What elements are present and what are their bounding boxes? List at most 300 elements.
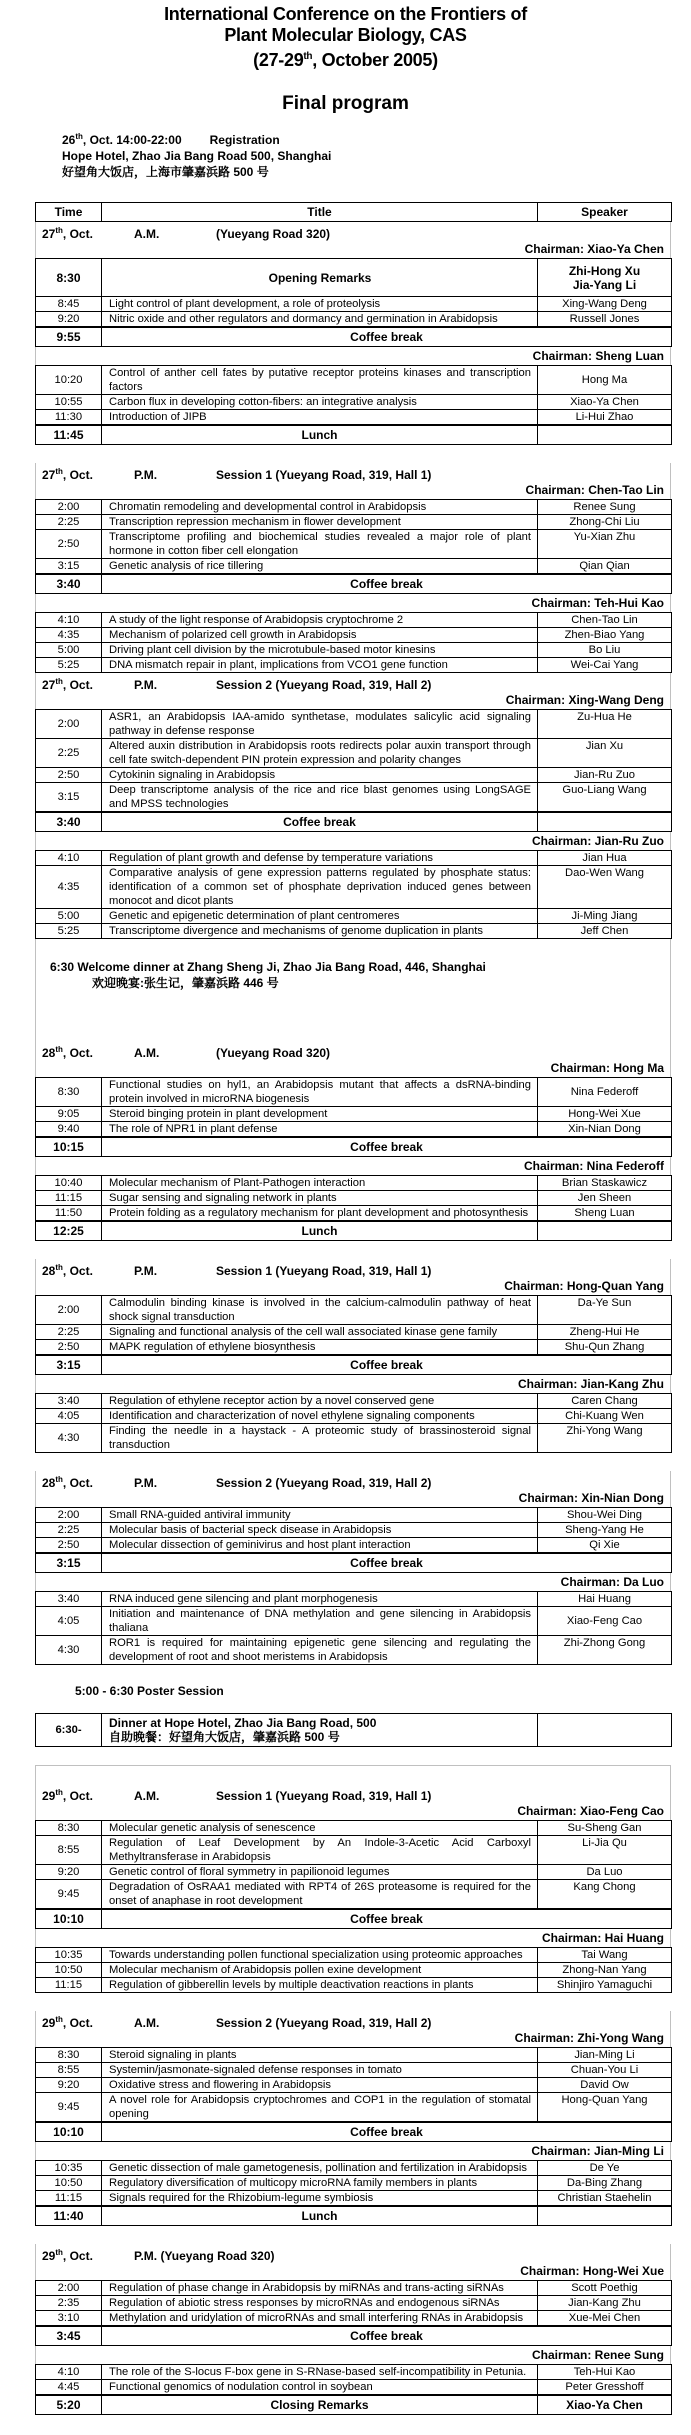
schedule-table bbox=[35, 2280, 672, 2326]
session-date: 29th, Oct. bbox=[42, 2015, 93, 2030]
talk-time: 2:25 bbox=[36, 1523, 102, 1538]
talk-time: 2:25 bbox=[36, 1325, 102, 1340]
talk-row bbox=[36, 1340, 672, 1355]
talk-speaker: Chi-Kuang Wen bbox=[538, 1409, 672, 1424]
talk-speaker: Zhong-Nan Yang bbox=[538, 1963, 672, 1978]
chairman-row bbox=[35, 1929, 671, 1947]
talk-title: Protein folding as a regulatory mechanism for plant development and photosynthesis bbox=[102, 1206, 538, 1221]
session-venue: (Yueyang Road 320) bbox=[216, 1046, 331, 1060]
dinner-description: Dinner at Hope Hotel, Zhao Jia Bang Road, 500 自助晚餐：好望角大饭店，肇嘉浜路 500 号 bbox=[102, 1714, 538, 1747]
talk-title: Systemin/jasmonate-signaled defense responses in tomato bbox=[102, 2063, 538, 2078]
talk-speaker: Kang Chong bbox=[538, 1880, 672, 1909]
talk-speaker: Russell Jones bbox=[538, 312, 672, 327]
break-speaker bbox=[538, 2207, 672, 2226]
talk-row bbox=[36, 1821, 672, 1836]
talk-time: 4:10 bbox=[36, 613, 102, 628]
session-date: 29th, Oct. bbox=[42, 2248, 93, 2263]
talk-speaker: Xiao-Feng Cao bbox=[538, 1607, 672, 1636]
schedule-table bbox=[35, 425, 672, 445]
schedule-table bbox=[35, 1507, 672, 1553]
talk-speaker: Hai Huang bbox=[538, 1592, 672, 1607]
talk-row bbox=[36, 2176, 672, 2191]
talk-title: ASR1, an Arabidopsis IAA-amido synthetase, modulates salicylic acid signaling pathway in defense response bbox=[102, 710, 538, 739]
talk-row bbox=[36, 628, 672, 643]
talk-title: Transcriptome profiling and biochemical studies revealed a major role of plant hormone in cotton fiber cell elongation bbox=[102, 530, 538, 559]
session-chairman: Chairman: Xing-Wang Deng bbox=[505, 693, 664, 707]
schedule-table bbox=[35, 1909, 672, 1929]
coffee-break-row bbox=[36, 1356, 672, 1375]
poster-session-note: 5:00 - 6:30 Poster Session bbox=[75, 1684, 224, 1698]
talk-speaker: Chen-Tao Lin bbox=[538, 613, 672, 628]
talk-row bbox=[36, 1176, 672, 1191]
talk-speaker: Jeff Chen bbox=[538, 924, 672, 939]
talk-speaker: Yu-Xian Zhu bbox=[538, 530, 672, 559]
talk-time: 2:00 bbox=[36, 710, 102, 739]
talk-title: Regulation of abiotic stress responses by microRNAs and endogenous siRNAs bbox=[102, 2296, 538, 2311]
talk-time: 9:20 bbox=[36, 1865, 102, 1880]
session-chairman: Chairman: Sheng Luan bbox=[532, 349, 664, 363]
talk-title: Mechanism of polarized cell growth in Arabidopsis bbox=[102, 628, 538, 643]
break-time: 10:10 bbox=[36, 2123, 102, 2142]
talk-time: 11:15 bbox=[36, 1978, 102, 1993]
session-period: A.M. bbox=[134, 2016, 160, 2030]
session-chairman: Chairman: Zhi-Yong Wang bbox=[514, 2031, 664, 2045]
talk-row bbox=[36, 2161, 672, 2176]
talk-row bbox=[36, 710, 672, 739]
talk-row bbox=[36, 312, 672, 327]
talk-row bbox=[36, 2311, 672, 2326]
schedule-table bbox=[35, 709, 672, 812]
talk-speaker: Christian Staehelin bbox=[538, 2191, 672, 2206]
talk-time: 11:15 bbox=[36, 1191, 102, 1206]
talk-row bbox=[36, 1325, 672, 1340]
talk-speaker: Sheng-Yang He bbox=[538, 1523, 672, 1538]
talk-time: 10:50 bbox=[36, 2176, 102, 2191]
registration-info: 26th, Oct. 14:00-22:00 Registration Hope Hotel, Zhao Jia Bang Road 500, Shanghai 好望角大饭店，上海市肇嘉浜路 500 号 bbox=[62, 129, 691, 180]
schedule-table bbox=[35, 1713, 672, 1747]
talk-speaker: Jen Sheen bbox=[538, 1191, 672, 1206]
talk-time: 2:00 bbox=[36, 1296, 102, 1325]
talk-time: 11:50 bbox=[36, 1206, 102, 1221]
talk-row bbox=[36, 924, 672, 939]
talk-title: Regulatory diversification of multicopy microRNA family members in plants bbox=[102, 2176, 538, 2191]
dinner-time: 6:30- bbox=[36, 1714, 102, 1747]
session-period: P.M. bbox=[134, 1476, 158, 1490]
break-time: 9:55 bbox=[36, 328, 102, 347]
chairman-row bbox=[35, 1573, 671, 1591]
talk-title: Cytokinin signaling in Arabidopsis bbox=[102, 768, 538, 783]
session-header bbox=[35, 1471, 671, 1507]
chairman-row bbox=[35, 832, 671, 850]
talk-title: Calmodulin binding kinase is involved in the calcium-calmodulin pathway of heat shock signal transduction bbox=[102, 1296, 538, 1325]
break-speaker bbox=[538, 426, 672, 445]
talk-speaker: Da Luo bbox=[538, 1865, 672, 1880]
schedule-table bbox=[35, 812, 672, 832]
talk-row bbox=[36, 1978, 672, 1993]
column-header-title: Title bbox=[102, 203, 538, 222]
talk-time: 5:00 bbox=[36, 643, 102, 658]
talk-time: 8:30 bbox=[36, 2048, 102, 2063]
schedule-table bbox=[35, 1591, 672, 1665]
schedule-table bbox=[35, 2364, 672, 2395]
talk-row bbox=[36, 1836, 672, 1865]
talk-row bbox=[36, 1523, 672, 1538]
talk-time: 2:00 bbox=[36, 500, 102, 515]
schedule-table bbox=[35, 574, 672, 594]
session-chairman: Chairman: Hong-Quan Yang bbox=[504, 1279, 664, 1293]
session-period: P.M. bbox=[134, 1264, 158, 1278]
talk-time: 4:10 bbox=[36, 851, 102, 866]
talk-speaker: Chuan-You Li bbox=[538, 2063, 672, 2078]
break-time: 3:15 bbox=[36, 1554, 102, 1573]
talk-speaker: Bo Liu bbox=[538, 643, 672, 658]
talk-time: 10:50 bbox=[36, 1963, 102, 1978]
talk-row bbox=[36, 643, 672, 658]
session-end-row bbox=[36, 1222, 672, 1241]
talk-time: 10:55 bbox=[36, 395, 102, 410]
schedule-table bbox=[35, 2160, 672, 2206]
talk-time: 5:25 bbox=[36, 924, 102, 939]
talk-speaker: Nina Federoff bbox=[538, 1078, 672, 1107]
talk-row bbox=[36, 410, 672, 425]
session-chairman: Chairman: Xiao-Ya Chen bbox=[524, 242, 664, 256]
schedule-table bbox=[35, 258, 672, 327]
talk-speaker: Zhi-Zhong Gong bbox=[538, 1636, 672, 1665]
schedule-table bbox=[35, 499, 672, 574]
talk-time: 9:45 bbox=[36, 1880, 102, 1909]
talk-title: DNA mismatch repair in plant, implications from VCO1 gene function bbox=[102, 658, 538, 673]
talk-title: Genetic and epigenetic determination of plant centromeres bbox=[102, 909, 538, 924]
talk-title: Molecular genetic analysis of senescence bbox=[102, 1821, 538, 1836]
session-period: P.M. bbox=[134, 468, 158, 482]
talk-speaker: Tai Wang bbox=[538, 1948, 672, 1963]
session-date: 27th, Oct. bbox=[42, 226, 93, 241]
talk-speaker: Teh-Hui Kao bbox=[538, 2365, 672, 2380]
talk-row bbox=[36, 1592, 672, 1607]
break-label: Coffee break bbox=[102, 328, 672, 347]
talk-row bbox=[36, 1538, 672, 1553]
talk-title: Deep transcriptome analysis of the rice and rice blast genomes using LongSAGE and MPSS technologies bbox=[102, 783, 538, 812]
session-venue: (Yueyang Road 320) bbox=[216, 227, 331, 241]
break-label: Lunch bbox=[102, 2207, 538, 2226]
session-header bbox=[35, 222, 671, 258]
talk-title: Signals required for the Rhizobium-legume symbiosis bbox=[102, 2191, 538, 2206]
talk-time: 8:30 bbox=[36, 259, 102, 297]
talk-time: 2:50 bbox=[36, 1538, 102, 1553]
talk-speaker: Zhi-Hong Xu Jia-Yang Li bbox=[538, 259, 672, 297]
column-header-speaker: Speaker bbox=[538, 203, 672, 222]
talk-time: 5:00 bbox=[36, 909, 102, 924]
break-speaker: Xiao-Ya Chen bbox=[538, 2396, 672, 2415]
talk-title: Carbon flux in developing cotton-fibers: an integrative analysis bbox=[102, 395, 538, 410]
schedule-table bbox=[35, 1820, 672, 1909]
talk-title: Altered auxin distribution in Arabidopsis roots redirects polar auxin transport through cell fate switch-dependent PIN protein expression and polarity changes bbox=[102, 739, 538, 768]
welcome-dinner-note: 6:30 Welcome dinner at Zhang Sheng Ji, Zhao Jia Bang Road, 446, Shanghai 欢迎晚宴:张生记，肇嘉浜路 446 号 bbox=[35, 939, 671, 1041]
break-label: Coffee break bbox=[102, 1554, 672, 1573]
break-label: Coffee break bbox=[102, 1356, 672, 1375]
talk-title: Regulation of plant growth and defense by temperature variations bbox=[102, 851, 538, 866]
schedule-table bbox=[35, 1175, 672, 1221]
talk-title: Transcriptome divergence and mechanisms of genome duplication in plants bbox=[102, 924, 538, 939]
talk-speaker: Caren Chang bbox=[538, 1394, 672, 1409]
talk-speaker: Sheng Luan bbox=[538, 1206, 672, 1221]
talk-speaker: Hong Ma bbox=[538, 366, 672, 395]
talk-time: 4:05 bbox=[36, 1409, 102, 1424]
coffee-break-row bbox=[36, 575, 672, 594]
talk-row bbox=[36, 1508, 672, 1523]
talk-row bbox=[36, 1122, 672, 1137]
schedule-table bbox=[35, 2122, 672, 2142]
talk-time: 2:25 bbox=[36, 515, 102, 530]
talk-row bbox=[36, 395, 672, 410]
session-date: 28th, Oct. bbox=[42, 1475, 93, 1490]
talk-speaker: Jian Xu bbox=[538, 739, 672, 768]
schedule-table bbox=[35, 1077, 672, 1137]
coffee-break-row bbox=[36, 2327, 672, 2346]
session-chairman: Chairman: Xiao-Feng Cao bbox=[517, 1804, 664, 1818]
session-date: 29th, Oct. bbox=[42, 1788, 93, 1803]
talk-title: ROR1 is required for maintaining epigenetic gene silencing and regulating the development of root and shoot meristems in Arabidopsis bbox=[102, 1636, 538, 1665]
talk-title: Methylation and uridylation of microRNAs and small interfering RNAs in Arabidopsis bbox=[102, 2311, 538, 2326]
talk-title: Chromatin remodeling and developmental control in Arabidopsis bbox=[102, 500, 538, 515]
session-venue: Session 2 (Yueyang Road, 319, Hall 2) bbox=[216, 2016, 432, 2030]
talk-speaker: Xiao-Ya Chen bbox=[538, 395, 672, 410]
talk-speaker: Jian Hua bbox=[538, 851, 672, 866]
talk-speaker: Zheng-Hui He bbox=[538, 1325, 672, 1340]
talk-row bbox=[36, 530, 672, 559]
registration-venue-en: Hope Hotel, Zhao Jia Bang Road 500, Shanghai bbox=[62, 149, 332, 163]
session-chairman: Chairman: Nina Federoff bbox=[523, 1159, 664, 1173]
session-chairman: Chairman: Jian-Kang Zhu bbox=[517, 1377, 664, 1391]
conference-title: International Conference on the Frontiers of Plant Molecular Biology, CAS (27-29th, October 2005) bbox=[164, 4, 527, 70]
talk-time: 4:30 bbox=[36, 1424, 102, 1453]
talk-row bbox=[36, 1078, 672, 1107]
break-speaker bbox=[538, 1222, 672, 1241]
talk-row bbox=[36, 2191, 672, 2206]
talk-speaker: Zhi-Yong Wang bbox=[538, 1424, 672, 1453]
talk-row bbox=[36, 1948, 672, 1963]
talk-speaker: Shu-Qun Zhang bbox=[538, 1340, 672, 1355]
talk-row bbox=[36, 1424, 672, 1453]
talk-time: 3:15 bbox=[36, 559, 102, 574]
talk-title: Transcription repression mechanism in flower development bbox=[102, 515, 538, 530]
chairman-row bbox=[35, 347, 671, 365]
session-chairman: Chairman: Hai Huang bbox=[541, 1931, 664, 1945]
talk-title: Initiation and maintenance of DNA methylation and gene silencing in Arabidopsis thaliana bbox=[102, 1607, 538, 1636]
talk-title: Degradation of OsRAA1 mediated with RPT4 of 26S proteasome is required for the onset of anaphase in root development bbox=[102, 1880, 538, 1909]
talk-row bbox=[36, 1409, 672, 1424]
coffee-break-row bbox=[36, 813, 672, 832]
session-date: 28th, Oct. bbox=[42, 1045, 93, 1060]
chairman-row bbox=[35, 1157, 671, 1175]
talk-time: 10:35 bbox=[36, 1948, 102, 1963]
talk-row bbox=[36, 1880, 672, 1909]
talk-row bbox=[36, 851, 672, 866]
talk-title: Nitric oxide and other regulators and dormancy and germination in Arabidopsis bbox=[102, 312, 538, 327]
session-end-row bbox=[36, 2207, 672, 2226]
talk-time: 9:45 bbox=[36, 2093, 102, 2122]
talk-time: 3:40 bbox=[36, 1394, 102, 1409]
chairman-row bbox=[35, 1375, 671, 1393]
talk-title: A novel role for Arabidopsis cryptochromes and COP1 in the regulation of stomatal opening bbox=[102, 2093, 538, 2122]
session-date: 27th, Oct. bbox=[42, 677, 93, 692]
talk-speaker: Xue-Mei Chen bbox=[538, 2311, 672, 2326]
break-time: 5:20 bbox=[36, 2396, 102, 2415]
talk-time: 4:45 bbox=[36, 2380, 102, 2395]
talk-time: 2:50 bbox=[36, 1340, 102, 1355]
talk-speaker: Xing-Wang Deng bbox=[538, 297, 672, 312]
talk-row bbox=[36, 1296, 672, 1325]
chairman-row bbox=[35, 2346, 671, 2364]
talk-title: Oxidative stress and flowering in Arabidopsis bbox=[102, 2078, 538, 2093]
talk-speaker: David Ow bbox=[538, 2078, 672, 2093]
talk-title: Steroid signaling in plants bbox=[102, 2048, 538, 2063]
talk-time: 4:10 bbox=[36, 2365, 102, 2380]
chairman-row bbox=[35, 2142, 671, 2160]
session-venue: Session 1 (Yueyang Road, 319, Hall 1) bbox=[216, 468, 432, 482]
break-time: 12:25 bbox=[36, 1222, 102, 1241]
talk-time: 8:45 bbox=[36, 297, 102, 312]
talk-row bbox=[36, 613, 672, 628]
session-end-row bbox=[36, 426, 672, 445]
talk-row bbox=[36, 2365, 672, 2380]
talk-row bbox=[36, 1607, 672, 1636]
talk-row bbox=[36, 2093, 672, 2122]
break-label: Closing Remarks bbox=[102, 2396, 538, 2415]
talk-title: Molecular mechanism of Plant-Pathogen interaction bbox=[102, 1176, 538, 1191]
session-venue: Session 1 (Yueyang Road, 319, Hall 1) bbox=[216, 1789, 432, 1803]
talk-row bbox=[36, 909, 672, 924]
schedule-table bbox=[35, 850, 672, 939]
session-venue: Session 2 (Yueyang Road, 319, Hall 2) bbox=[216, 678, 432, 692]
talk-row bbox=[36, 2380, 672, 2395]
talk-title: Opening Remarks bbox=[102, 259, 538, 297]
schedule-table bbox=[35, 612, 672, 673]
talk-title: Comparative analysis of gene expression patterns regulated by phosphate status: identification of a common set of phosphate deprivation induced genes between monocot and dicot plants bbox=[102, 866, 538, 909]
talk-speaker: Hong-Quan Yang bbox=[538, 2093, 672, 2122]
schedule-table bbox=[35, 2206, 672, 2226]
talk-title: The role of the S-locus F-box gene in S-RNase-based self-incompatibility in Petunia. bbox=[102, 2365, 538, 2380]
talk-title: Regulation of phase change in Arabidopsis by miRNAs and trans-acting siRNAs bbox=[102, 2281, 538, 2296]
talk-time: 8:55 bbox=[36, 2063, 102, 2078]
talk-time: 2:00 bbox=[36, 1508, 102, 1523]
session-header bbox=[35, 2244, 671, 2280]
talk-title: Regulation of ethylene receptor action by a novel conserved gene bbox=[102, 1394, 538, 1409]
talk-title: Genetic analysis of rice tillering bbox=[102, 559, 538, 574]
talk-time: 4:05 bbox=[36, 1607, 102, 1636]
session-chairman: Chairman: Jian-Ming Li bbox=[531, 2144, 664, 2158]
talk-speaker: Li-Hui Zhao bbox=[538, 410, 672, 425]
session-date: 28th, Oct. bbox=[42, 1263, 93, 1278]
schedule-table bbox=[35, 1393, 672, 1453]
coffee-break-row bbox=[36, 2123, 672, 2142]
talk-speaker: Qi Xie bbox=[538, 1538, 672, 1553]
schedule-table bbox=[35, 327, 672, 347]
talk-speaker: Zu-Hua He bbox=[538, 710, 672, 739]
talk-row bbox=[36, 658, 672, 673]
talk-speaker: Qian Qian bbox=[538, 559, 672, 574]
talk-speaker: Peter Gresshoff bbox=[538, 2380, 672, 2395]
talk-title: Functional studies on hyl1, an Arabidopsis mutant that affects a dsRNA-binding protein involved in microRNA biogenesis bbox=[102, 1078, 538, 1107]
talk-time: 4:35 bbox=[36, 866, 102, 909]
session-period: P.M. bbox=[134, 678, 158, 692]
talk-time: 2:35 bbox=[36, 2296, 102, 2311]
talk-title: Finding the needle in a haystack - A proteomic study of brassinosteroid signal transduction bbox=[102, 1424, 538, 1453]
session-venue: Session 1 (Yueyang Road, 319, Hall 1) bbox=[216, 1264, 432, 1278]
talk-time: 11:30 bbox=[36, 410, 102, 425]
talk-row bbox=[36, 1191, 672, 1206]
talk-time: 8:30 bbox=[36, 1821, 102, 1836]
session-venue: Session 2 (Yueyang Road, 319, Hall 2) bbox=[216, 1476, 432, 1490]
talk-row bbox=[36, 2063, 672, 2078]
schedule-table bbox=[35, 1947, 672, 1993]
session-header bbox=[35, 1259, 671, 1295]
talk-title: Identification and characterization of novel ethylene signaling components bbox=[102, 1409, 538, 1424]
talk-time: 10:20 bbox=[36, 366, 102, 395]
talk-speaker: Dao-Wen Wang bbox=[538, 866, 672, 909]
talk-time: 8:55 bbox=[36, 1836, 102, 1865]
talk-title: Molecular basis of bacterial speck disease in Arabidopsis bbox=[102, 1523, 538, 1538]
break-speaker bbox=[538, 813, 672, 832]
session-end-row bbox=[36, 2396, 672, 2415]
talk-row bbox=[36, 768, 672, 783]
talk-row bbox=[36, 1963, 672, 1978]
session-header bbox=[35, 463, 671, 499]
talk-title: Molecular mechanism of Arabidopsis pollen exine development bbox=[102, 1963, 538, 1978]
talk-title: The role of NPR1 in plant defense bbox=[102, 1122, 538, 1137]
talk-title: MAPK regulation of ethylene biosynthesis bbox=[102, 1340, 538, 1355]
talk-row bbox=[36, 2281, 672, 2296]
talk-title: Genetic control of floral symmetry in papilionoid legumes bbox=[102, 1865, 538, 1880]
talk-title: Introduction of JIPB bbox=[102, 410, 538, 425]
dinner-row bbox=[36, 1714, 672, 1747]
break-time: 3:40 bbox=[36, 575, 102, 594]
talk-speaker: Li-Jia Qu bbox=[538, 1836, 672, 1865]
talk-time: 2:50 bbox=[36, 768, 102, 783]
talk-time: 8:30 bbox=[36, 1078, 102, 1107]
session-chairman: Chairman: Hong-Wei Xue bbox=[520, 2264, 664, 2278]
schedule-table bbox=[35, 1295, 672, 1355]
schedule-table bbox=[35, 1137, 672, 1157]
session-period: A.M. bbox=[134, 1046, 160, 1060]
coffee-break-row bbox=[36, 1138, 672, 1157]
break-label: Coffee break bbox=[102, 575, 672, 594]
table-header-row bbox=[36, 203, 672, 222]
talk-title: Control of anther cell fates by putative receptor proteins kinases and transcription factors bbox=[102, 366, 538, 395]
talk-title: Genetic dissection of male gametogenesis, pollination and fertilization in Arabidopsis bbox=[102, 2161, 538, 2176]
page-subtitle: Final program bbox=[282, 93, 409, 114]
talk-time: 9:20 bbox=[36, 312, 102, 327]
session-period: A.M. bbox=[134, 227, 160, 241]
talk-title: Regulation of gibberellin levels by multiple deactivation reactions in plants bbox=[102, 1978, 538, 1993]
talk-title: Signaling and functional analysis of the cell wall associated kinase gene family bbox=[102, 1325, 538, 1340]
talk-title: Towards understanding pollen functional specialization using proteomic approaches bbox=[102, 1948, 538, 1963]
schedule-table bbox=[35, 1355, 672, 1375]
schedule-table bbox=[35, 1553, 672, 1573]
talk-speaker: Wei-Cai Yang bbox=[538, 658, 672, 673]
session-period: P.M. (Yueyang Road 320) bbox=[134, 2249, 275, 2263]
talk-speaker: Jian-Ru Zuo bbox=[538, 768, 672, 783]
talk-row bbox=[36, 1107, 672, 1122]
talk-time: 2:25 bbox=[36, 739, 102, 768]
coffee-break-row bbox=[36, 1910, 672, 1929]
talk-title: RNA induced gene silencing and plant morphogenesis bbox=[102, 1592, 538, 1607]
talk-speaker: Renee Sung bbox=[538, 500, 672, 515]
break-time: 10:15 bbox=[36, 1138, 102, 1157]
talk-speaker: Guo-Liang Wang bbox=[538, 783, 672, 812]
talk-row bbox=[36, 1394, 672, 1409]
schedule-table bbox=[35, 365, 672, 425]
